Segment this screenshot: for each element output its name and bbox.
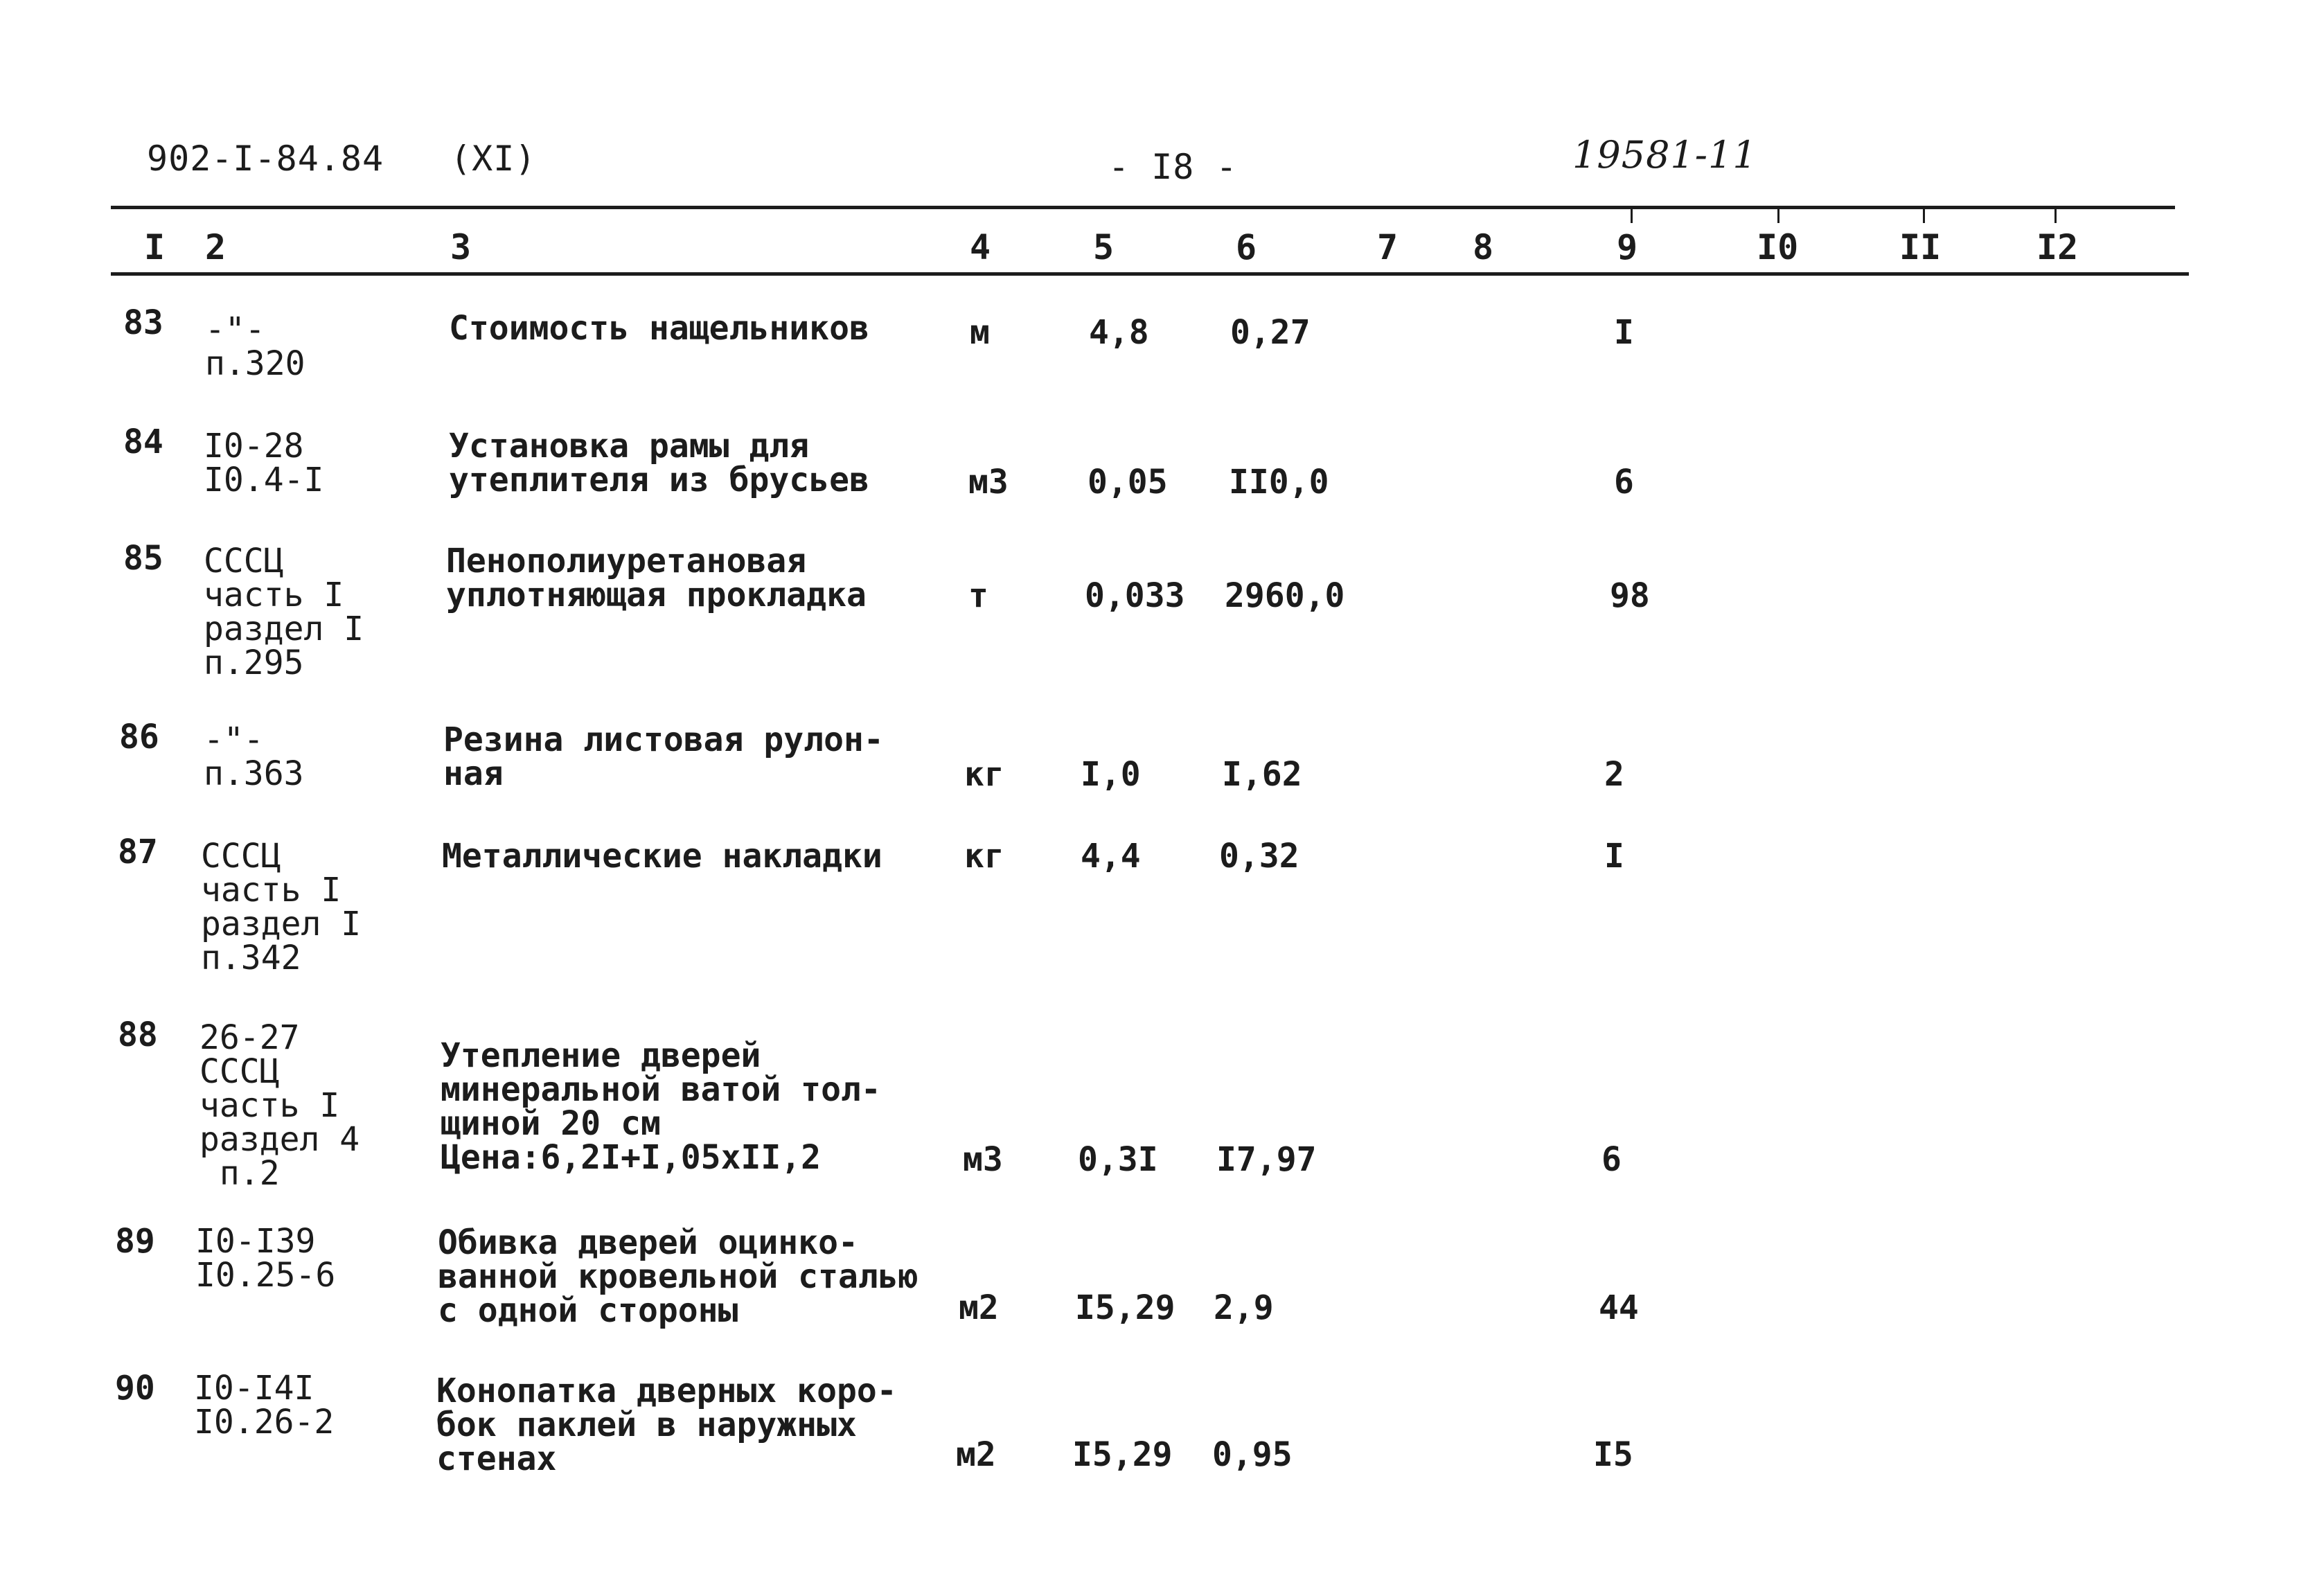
row-total: 98 <box>1610 576 1650 615</box>
row-reference: I0-28 I0.4-I <box>204 427 324 499</box>
row-unit: кг <box>964 837 1004 876</box>
column-tick <box>1631 208 1633 223</box>
col-head-4: 4 <box>970 227 991 267</box>
row-unit: кг <box>964 755 1004 794</box>
row-number: 87 <box>118 833 158 871</box>
row-price: 0,27 <box>1230 313 1311 352</box>
col-head-6: 6 <box>1236 227 1257 267</box>
row-description: Металлические накладки <box>442 837 882 876</box>
row-total: 6 <box>1601 1140 1622 1179</box>
row-total: 6 <box>1614 463 1634 502</box>
row-price: II0,0 <box>1229 463 1329 502</box>
row-price: I,62 <box>1222 755 1302 794</box>
col-head-12: I2 <box>2036 227 2079 267</box>
row-quantity: I5,29 <box>1072 1435 1173 1474</box>
row-description: Пенополиуретановая уплотняющая прокладка <box>446 542 867 614</box>
row-price: 2,9 <box>1214 1288 1274 1327</box>
document-code: 902-I-84.84 <box>147 139 384 179</box>
row-total: 2 <box>1604 755 1624 794</box>
row-reference: СССЦ часть I раздел I п.295 <box>204 542 364 682</box>
header-rule-top <box>111 206 2175 209</box>
row-quantity: I,0 <box>1081 755 1141 794</box>
row-reference: -"- п.363 <box>204 720 304 793</box>
row-price: 2960,0 <box>1225 576 1345 615</box>
row-description: Резина листовая рулон- ная <box>443 720 884 793</box>
row-description: Утепление дверей минеральной ватой тол- щиной 20 см Цена:6,2I+I,05xII,2 <box>441 1036 881 1177</box>
col-head-8: 8 <box>1473 227 1494 267</box>
column-tick <box>1777 208 1779 223</box>
row-quantity: 4,8 <box>1089 313 1149 352</box>
row-reference: СССЦ часть I раздел I п.342 <box>201 837 362 977</box>
col-head-1: I <box>144 227 166 267</box>
row-total: I <box>1614 313 1634 352</box>
row-price: 0,95 <box>1212 1435 1293 1474</box>
row-unit: т <box>968 576 988 615</box>
col-head-2: 2 <box>205 227 227 267</box>
row-unit: м <box>970 313 990 352</box>
col-head-5: 5 <box>1093 227 1115 267</box>
row-reference: I0-I39 I0.25-6 <box>195 1222 336 1295</box>
row-number: 85 <box>123 539 163 578</box>
row-unit: м3 <box>963 1140 1003 1179</box>
page-number: - I8 - <box>1108 147 1238 187</box>
row-quantity: 0,05 <box>1088 463 1168 502</box>
row-quantity: 4,4 <box>1081 837 1141 876</box>
handwritten-number: 19581-11 <box>1572 133 1757 177</box>
row-price: I7,97 <box>1216 1140 1317 1179</box>
row-reference: 26-27 СССЦ часть I раздел 4 п.2 <box>199 1018 360 1193</box>
col-head-10: I0 <box>1757 227 1799 267</box>
row-number: 83 <box>123 303 163 342</box>
document-issue: (XI) <box>450 139 537 179</box>
row-number: 90 <box>115 1369 155 1408</box>
row-description: Стоимость нащельников <box>449 309 869 348</box>
row-unit: м2 <box>956 1435 996 1474</box>
row-price: 0,32 <box>1219 837 1299 876</box>
row-quantity: 0,033 <box>1085 576 1185 615</box>
row-quantity: I5,29 <box>1075 1288 1175 1327</box>
row-unit: м3 <box>968 463 1009 502</box>
column-tick <box>2054 208 2057 223</box>
col-head-3: 3 <box>450 227 472 267</box>
col-head-11: II <box>1899 227 1942 267</box>
row-number: 84 <box>123 423 163 461</box>
row-quantity: 0,3I <box>1078 1140 1158 1179</box>
row-reference: I0-I4I I0.26-2 <box>194 1369 335 1442</box>
row-number: 88 <box>118 1016 158 1054</box>
col-head-7: 7 <box>1377 227 1399 267</box>
row-total: I <box>1604 837 1624 876</box>
row-total: 44 <box>1599 1288 1639 1327</box>
row-description: Конопатка дверных коро- бок паклей в наружных стенах <box>436 1372 897 1478</box>
row-total: I5 <box>1593 1435 1633 1474</box>
header-rule-bottom <box>111 272 2189 276</box>
row-description: Установка рамы для утеплителя из брусьев <box>449 427 869 499</box>
row-number: 89 <box>115 1222 155 1261</box>
column-tick <box>1923 208 1925 223</box>
row-reference: -"- п.320 <box>205 310 305 383</box>
row-unit: м2 <box>959 1288 999 1327</box>
col-head-9: 9 <box>1617 227 1638 267</box>
row-number: 86 <box>119 718 159 756</box>
row-description: Обивка дверей оцинко- ванной кровельной сталью с одной стороны <box>438 1223 918 1330</box>
